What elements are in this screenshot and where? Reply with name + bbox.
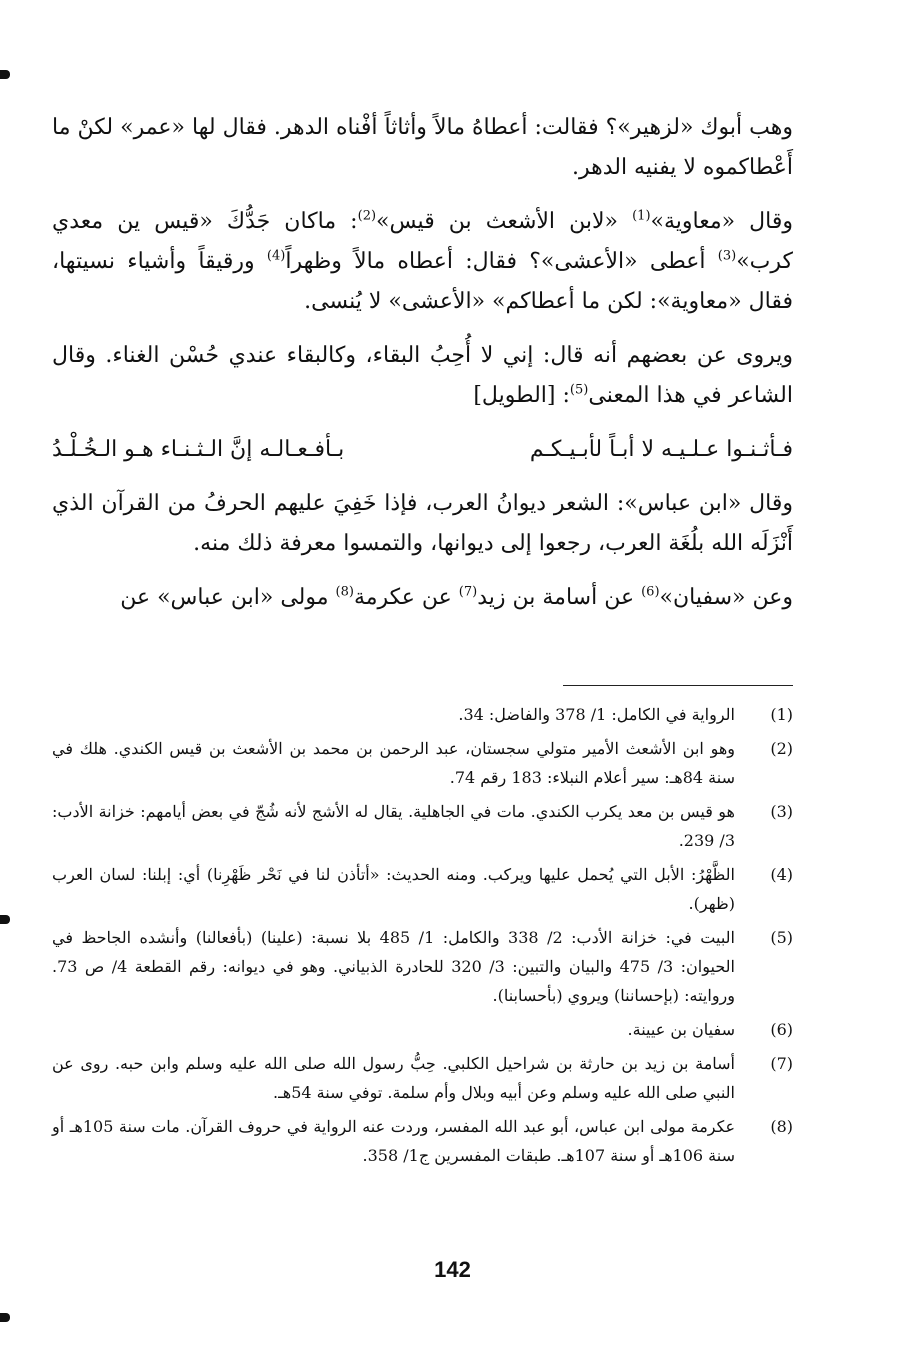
footnote-ref-5: (5) [569, 382, 589, 398]
paragraph-5-text-c: عن عكرمة [353, 585, 459, 610]
footnote-ref-8: (8) [335, 584, 354, 600]
footnote-text: عكرمة مولى ابن عباس، أبو عبد الله المفسر، وردت عنه الرواية في حروف القرآن. مات سنة 105هـ أو سنة 106هـ أو سنة 107هـ. طبقات المفسرين ج1/ 358. [52, 1117, 736, 1165]
footnote-ref-1: (1) [632, 208, 651, 224]
verse-first-hemistich: فـأثـنـوا عـلـيـه لا أبـاً لأبـيـكـم [529, 437, 793, 462]
footnote-ref-3: (3) [717, 248, 737, 264]
poem-verse [52, 430, 793, 470]
footnotes [52, 700, 793, 1175]
scan-edge-mark [0, 1313, 10, 1322]
footnote-text: سفيان بن عيينة. [627, 1020, 735, 1039]
paragraph-3-text-a: ويروى عن بعضهم أنه قال: إني لا أُحِبُ البقاء، وكالبقاء عندي حُسْن الغناء. وقال الشاعر في هذا المعنى [52, 343, 793, 408]
footnote-text: الرواية في الكامل: 1/ 378 والفاضل: 34. [458, 705, 735, 724]
footnote-text: أسامة بن زيد بن حارثة بن شراحيل الكلبي. حِبُّ رسول الله صلى الله عليه وسلم وابن حبه. روى عن النبي صلى الله عليه وسلم وعن أبيه وبلال وأم سلمة. توفي سنة 54هـ. [52, 1054, 736, 1102]
paragraph-5-text-d: مولى «ابن عباس» عن [120, 585, 336, 610]
footnote-number: (7) [770, 1054, 793, 1073]
paragraph-2-text-e: ورقيقاً وأشياء نسيتها، فقال «معاوية»: لكن ما أعطاكم» «الأعشى» لا يُنسى. [52, 249, 793, 314]
footnote [52, 734, 793, 792]
footnote-number: (5) [770, 928, 793, 947]
paragraph-2-text-c: : ماكان جَدُّكَ «قيس ين معدي كرب» [52, 209, 793, 274]
footnote-text: البيت في: خزانة الأدب: 2/ 338 والكامل: 1/ 485 بلا نسبة: (علينا) (بأفعالنا) وأنشده الجاحظ في الحيوان: 3/ 475 والبيان والتبين: 3/ 320 للحادرة الذبياني. وهو في ديوانه: رقم القطعة 4/ ص 73. وروايته: (بإحساننا) ويروي (بأحسابنا). [52, 928, 735, 1005]
paragraph-5-text-a: وعن «سفيان» [659, 585, 793, 610]
footnote-number: (4) [770, 865, 793, 884]
footnote [52, 700, 793, 729]
footnote-ref-7: (7) [458, 584, 478, 600]
page-number: 142 [434, 1257, 471, 1282]
paragraph-2-text-a: وقال «معاوية» [650, 209, 793, 234]
scan-edge-mark [0, 70, 10, 79]
footnote-ref-6: (6) [641, 584, 660, 600]
footnote-ref-4: (4) [266, 248, 286, 264]
footnote-text: وهو ابن الأشعث الأمير متولي سجستان، عبد الرحمن بن محمد بن الأشعث بن قيس الكندي. هلك في سنة 84هـ: سير أعلام النبلاء: 183 رقم 74. [52, 739, 735, 787]
footnote-number: (8) [770, 1117, 793, 1136]
verse-second-hemistich: بـأفـعـالـه إنَّ الـثـنـاء هـو الـخُـلْـدُ [52, 437, 345, 462]
scan-edge-mark [0, 915, 10, 924]
paragraph-3 [52, 336, 793, 416]
footnote [52, 1015, 793, 1044]
paragraph-2-text-d: أعطى «الأعشى»؟ فقال: أعطاه مالاً وظهراً [285, 249, 718, 274]
footnote [52, 923, 793, 1010]
footnote [52, 797, 793, 855]
paragraph-3-text-b: : [الطويل] [473, 383, 570, 408]
footnote-number: (2) [770, 739, 793, 758]
paragraph-4: وقال «ابن عباس»: الشعر ديوانُ العرب، فإذا خَفِيَ عليهم الحرفُ من القرآن الذي أَنْزَلَه الله بلُغَة العرب، رجعوا إلى ديوانها، والتمسوا معرفة ذلك منه. [52, 491, 793, 556]
footnote [52, 860, 793, 918]
main-text [52, 108, 793, 632]
footnote-separator [563, 685, 793, 686]
paragraph-2-text-b: «لابن الأشعث بن قيس» [376, 209, 633, 234]
footnote-text: هو قيس بن معد يكرب الكندي. مات في الجاهلية. يقال له الأشج لأنه شُجّ في بعض أيامهم: خزانة الأدب: 3/ 239. [52, 802, 735, 850]
paragraph-1: وهب أبوك «لزهير»؟ فقالت: أعطاهُ مالاً وأثاثاً أفْناه الدهر. فقال لها «عمر» لكنْ ما أَعْطاكموه لا يفنيه الدهر. [52, 115, 793, 180]
footnote-text: الظَّهْرُ: الأبل التي يُحمل عليها ويركب. ومنه الحديث: «أتأذن لنا في نَحْر ظَهْرِنا) أي: إبلنا: لسان العرب (ظهر). [52, 865, 735, 913]
paragraph-2 [52, 202, 793, 322]
paragraph-5 [52, 578, 793, 618]
footnote [52, 1049, 793, 1107]
footnote [52, 1112, 793, 1170]
footnote-ref-2: (2) [357, 208, 377, 224]
paragraph-5-text-b: عن أسامة بن زيد [477, 585, 642, 610]
footnote-number: (1) [770, 705, 793, 724]
footnote-number: (6) [770, 1020, 793, 1039]
footnote-number: (3) [770, 802, 793, 821]
